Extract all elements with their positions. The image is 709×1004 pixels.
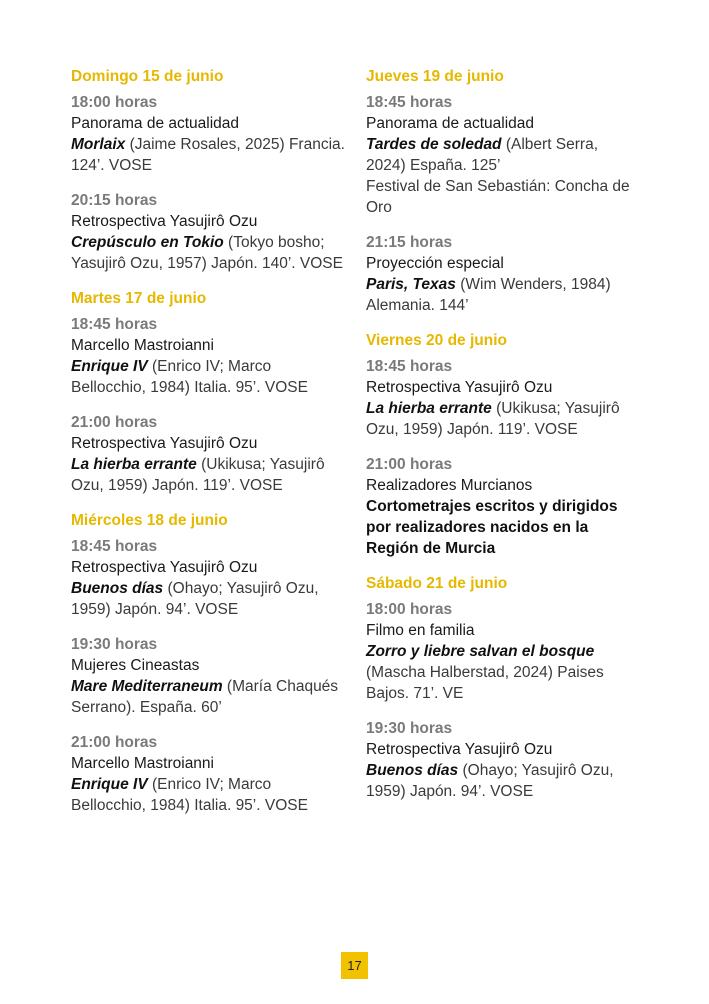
film-title: Zorro y liebre salvan el bosque: [366, 643, 595, 660]
screening-time: 21:00 horas: [71, 414, 158, 431]
screening: [71, 412, 346, 496]
day-title: Sábado 21 de junio: [366, 575, 508, 592]
film-details: (Mascha Halberstad, 2024) Paises Bajos. 71’. VE: [366, 664, 604, 702]
day-title: Viernes 20 de junio: [366, 332, 507, 349]
left-column: [71, 66, 346, 830]
film-details: (Ukikusa; Yasujirô Ozu, 1959) Japón. 119’. VOSE: [71, 456, 325, 494]
film-details: (Jaime Rosales, 2025) Francia. 124’. VOSE: [71, 136, 345, 174]
film-details: (Enrico IV; Marco Bellocchio, 1984) Italia. 95’. VOSE: [71, 358, 308, 396]
film-title: Tardes de soledad: [366, 136, 502, 153]
screening-section: Realizadores Murcianos: [366, 477, 533, 494]
day-block: [366, 573, 641, 802]
film-details: (Tokyo bosho; Yasujirô Ozu, 1957) Japón. 140’. VOSE: [71, 234, 343, 272]
page-number: 17: [341, 952, 368, 979]
screening-section: Retrospectiva Yasujirô Ozu: [366, 379, 553, 396]
screening: [366, 454, 641, 559]
screening-section: Mujeres Cineastas: [71, 657, 200, 674]
screening-time: 18:45 horas: [366, 358, 453, 375]
day-block: [366, 330, 641, 559]
day-block: [366, 66, 641, 316]
film-details: (Albert Serra, 2024) España. 125’: [366, 136, 599, 174]
day-block: [71, 510, 346, 816]
day-block: [71, 288, 346, 496]
film-details: (Ohayo; Yasujirô Ozu, 1959) Japón. 94’. VOSE: [71, 580, 319, 618]
film-details: (Enrico IV; Marco Bellocchio, 1984) Italia. 95’. VOSE: [71, 776, 308, 814]
screening: [71, 314, 346, 398]
program-title: Cortometrajes escritos y dirigidos por realizadores nacidos en la Región de Murcia: [366, 498, 618, 557]
screening: [366, 232, 641, 316]
day-title: Miércoles 18 de junio: [71, 512, 228, 529]
film-details: (Ohayo; Yasujirô Ozu, 1959) Japón. 94’. VOSE: [366, 762, 614, 800]
screening: [366, 599, 641, 704]
day-title: Jueves 19 de junio: [366, 68, 504, 85]
screening: [71, 732, 346, 816]
film-title: Paris, Texas: [366, 276, 456, 293]
screening: [71, 92, 346, 176]
film-title: Morlaix: [71, 136, 126, 153]
screening-section: Retrospectiva Yasujirô Ozu: [71, 435, 258, 452]
screening-time: 21:15 horas: [366, 234, 453, 251]
screening-section: Marcello Mastroianni: [71, 755, 214, 772]
award-note: Festival de San Sebastián: Concha de Oro: [366, 178, 630, 216]
day-title: Domingo 15 de junio: [71, 68, 224, 85]
day-title: Martes 17 de junio: [71, 290, 207, 307]
screening-section: Panorama de actualidad: [71, 115, 240, 132]
film-title: Crepúsculo en Tokio: [71, 234, 224, 251]
film-title: Buenos días: [71, 580, 164, 597]
film-title: Buenos días: [366, 762, 459, 779]
film-details: (María Chaqués Serrano). España. 60’: [71, 678, 339, 716]
screening-time: 19:30 horas: [71, 636, 158, 653]
screening-section: Filmo en familia: [366, 622, 475, 639]
screening: [71, 634, 346, 718]
screening: [366, 718, 641, 802]
screening-time: 21:00 horas: [71, 734, 158, 751]
screening: [71, 536, 346, 620]
film-details: (Wim Wenders, 1984) Alemania. 144’: [366, 276, 611, 314]
right-column: [366, 66, 641, 816]
film-details: (Ukikusa; Yasujirô Ozu, 1959) Japón. 119’. VOSE: [366, 400, 620, 438]
film-title: Enrique IV: [71, 358, 148, 375]
screening-section: Retrospectiva Yasujirô Ozu: [71, 559, 258, 576]
screening: [366, 92, 641, 218]
screening-time: 20:15 horas: [71, 192, 158, 209]
day-block: [71, 66, 346, 274]
screening-time: 18:45 horas: [71, 538, 158, 555]
film-title: Mare Mediterraneum: [71, 678, 223, 695]
screening-section: Panorama de actualidad: [366, 115, 535, 132]
screening-section: Retrospectiva Yasujirô Ozu: [366, 741, 553, 758]
screening-section: Proyección especial: [366, 255, 504, 272]
screening: [366, 356, 641, 440]
film-title: Enrique IV: [71, 776, 148, 793]
screening-time: 21:00 horas: [366, 456, 453, 473]
screening-section: Retrospectiva Yasujirô Ozu: [71, 213, 258, 230]
screening: [71, 190, 346, 274]
film-title: La hierba errante: [366, 400, 492, 417]
screening-time: 18:45 horas: [366, 94, 453, 111]
screening-section: Marcello Mastroianni: [71, 337, 214, 354]
film-title: La hierba errante: [71, 456, 197, 473]
screening-time: 18:00 horas: [71, 94, 158, 111]
screening-time: 18:45 horas: [71, 316, 158, 333]
screening-time: 19:30 horas: [366, 720, 453, 737]
screening-time: 18:00 horas: [366, 601, 453, 618]
